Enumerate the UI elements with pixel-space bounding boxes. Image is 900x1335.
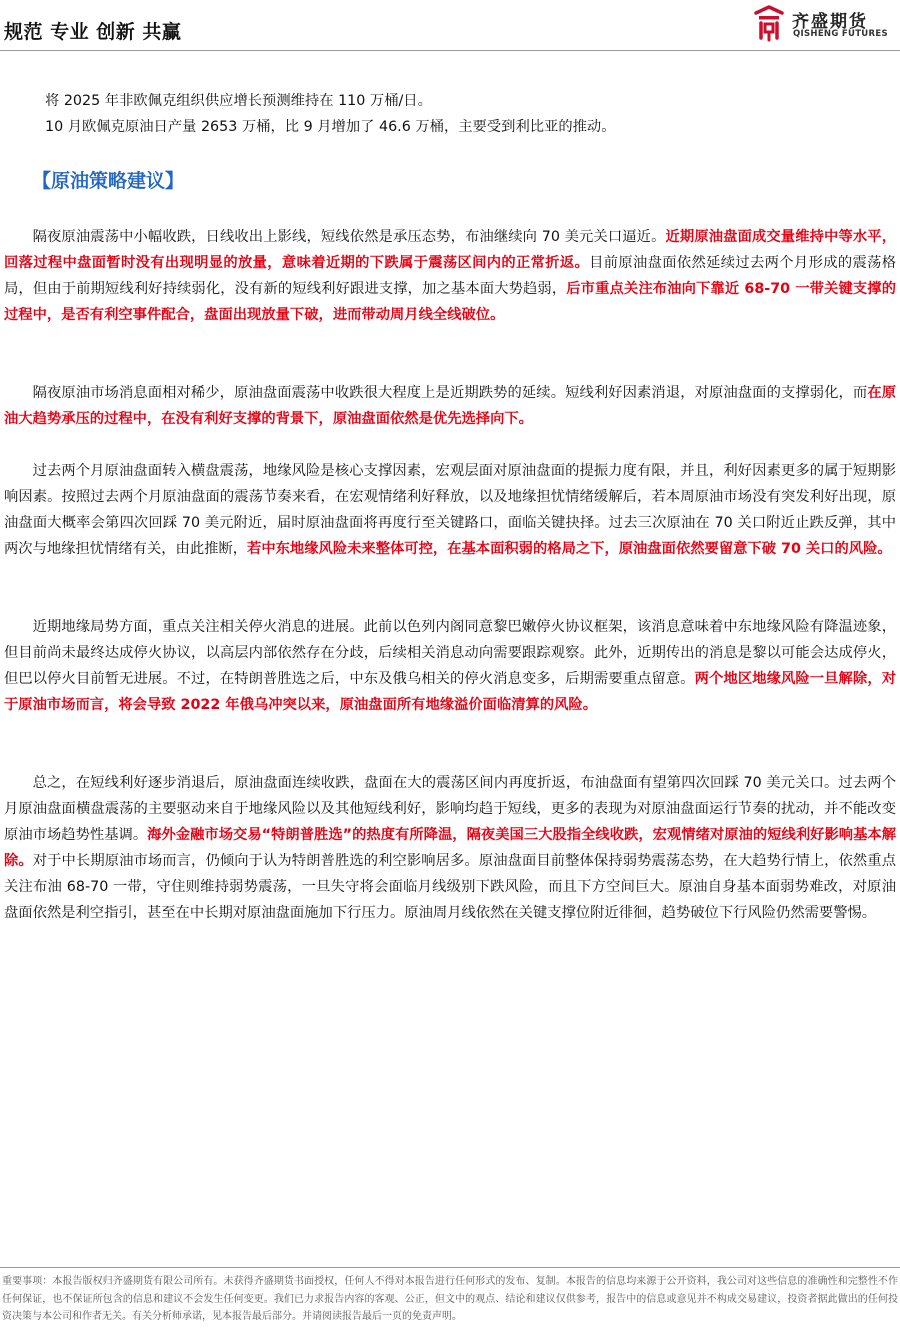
strategy-paragraph xyxy=(4,614,896,718)
report-body xyxy=(0,88,900,140)
strategy-paragraph xyxy=(4,224,896,328)
company-logo xyxy=(752,4,897,44)
intro-line: 10 月欧佩克原油日产量 2653 万桶，比 9 月增加了 46.6 万桶，主要受到利比亚的推动。 xyxy=(45,119,616,135)
header-divider xyxy=(0,50,900,51)
intro-line: 将 2025 年非欧佩克组织供应增长预测维持在 110 万桶/日。 xyxy=(45,93,432,109)
footer-divider xyxy=(0,1267,900,1268)
highlighted-text: 在原油大趋势承压的过程中，在没有利好支撑的背景下，原油盘面依然是优先选择向下。 xyxy=(4,385,897,427)
body-text: 总之，在短线利好逐步消退后，原油盘面连续收跌，盘面在大的震荡区间内再度折返，布油盘面有望第四次回踩 70 美元关口。过去两个月原油盘面横盘震荡的主要驱动来自于地缘风险以及其他短线利好，影响均趋于短线，更多的表现为对原油盘面运行节奏的扰动，并不能改变原油市场趋势性基调。 xyxy=(4,775,896,843)
logo-chinese-name: 齐盛期货 xyxy=(792,12,868,32)
body-text: 过去两个月原油盘面转入横盘震荡，地缘风险是核心支撑因素，宏观层面对原油盘面的提振力度有限，并且，利好因素更多的属于短期影响因素。按照过去两个月原油盘面的震荡节奏来看，在宏观情绪利好释放，以及地缘担忧情绪缓解后，若本周原油市场没有突发利好出现，原油盘面大概率会第四次回踩 70 美元附近，届时原油盘面将再度行至关键路口，面临关键抉择。过去三次原油在 70 关口附近止跌反弹，其中两次与地缘担忧情绪有关，由此推断， xyxy=(4,463,896,557)
strategy-paragraph xyxy=(4,380,896,432)
highlighted-text: 近期原油盘面成交量维持中等水平，回落过程中盘面暂时没有出现明显的放量，意味着近期的下跌属于震荡区间内的正常折返。 xyxy=(4,229,897,271)
body-text: 目前原油盘面依然延续过去两个月形成的震荡格局，但由于前期短线利好持续弱化，没有新的短线利好跟进支撑，加之基本面大势趋弱， xyxy=(4,255,897,297)
body-text: 近期地缘局势方面，重点关注相关停火消息的进展。此前以色列内阁同意黎巴嫩停火协议框架，该消息意味着中东地缘风险有降温迹象，但目前尚未最终达成停火协议，以高层内部依然存在分歧，后续相关消息动向需要跟踪观察。此外，近期传出的消息是黎以可能会达成停火，但巴以停火目前暂无进展。不过，在特朗普胜选之后，中东及俄乌相关的停火消息变多，后期需要重点留意。 xyxy=(4,619,896,687)
highlighted-text: 后市重点关注布油向下靠近 68-70 一带关键支撑的过程中，是否有利空事件配合，盘面出现放量下破，进而带动周月线全线破位。 xyxy=(4,281,896,323)
highlighted-text: 若中东地缘风险未来整体可控，在基本面积弱的格局之下，原油盘面依然要留意下破 70 关口的风险。 xyxy=(247,541,892,557)
page-header xyxy=(0,0,900,52)
section-title: 【原油策略建议】 xyxy=(32,170,185,192)
body-text: 对于中长期原油市场而言，仍倾向于认为特朗普胜选的利空影响居多。原油盘面目前整体保持弱势震荡态势，在大趋势行情上，依然重点关注布油 68-70 一带，守住则维持弱势震荡，一旦失守将会面临月线级别下跌风险，而且下方空间巨大。原油自身基本面弱势难改，对原油盘面依然是利空指引，甚至在中长期对原油盘面施加下行压力。原油周月线依然在关键支撑位附近徘徊，趋势破位下行风险仍然需要警惕。 xyxy=(4,853,896,921)
highlighted-text: 海外金融市场交易“特朗普胜选”的热度有所降温，隔夜美国三大股指全线收跌，宏观情绪对原油的短线利好影响基本解除。 xyxy=(4,827,897,869)
highlighted-text: 两个地区地缘风险一旦解除，对于原油市场而言，将会导致 2022 年俄乌冲突以来，原油盘面所有地缘溢价面临清算的风险。 xyxy=(4,671,897,713)
strategy-paragraph xyxy=(4,770,896,926)
slogan: 规范 专业 创新 共赢 xyxy=(4,21,182,43)
disclaimer-text: 重要事项：本报告版权归齐盛期货有限公司所有。未获得齐盛期货书面授权，任何人不得对本报告进行任何形式的发布、复制。本报告的信息均来源于公开资料，我公司对这些信息的准确性和完整性不作任何保证，也不保证所包含的信息和建议不会发生任何变更。我们已力求报告内容的客观、公正，但文中的观点、结论和建议仅供参考，报告中的信息或意见并不构成交易建议，投资者据此做出的任何投资决策与本公司和作者无关。有关分析师承诺，见本报告最后部分。并请阅读报告最后一页的免责声明。 xyxy=(2,1276,898,1322)
qisheng-logo-icon xyxy=(752,4,786,42)
strategy-paragraph xyxy=(4,458,896,562)
logo-english-name: QISHENG FUTURES xyxy=(793,29,888,39)
body-text: 隔夜原油市场消息面相对稀少，原油盘面震荡中收跌很大程度上是近期跌势的延续。短线利好因素消退，对原油盘面的支撑弱化，而 xyxy=(32,385,868,401)
body-text: 隔夜原油震荡中小幅收跌，日线收出上影线，短线依然是承压态势，布油继续向 70 美元关口逼近。 xyxy=(32,229,666,245)
